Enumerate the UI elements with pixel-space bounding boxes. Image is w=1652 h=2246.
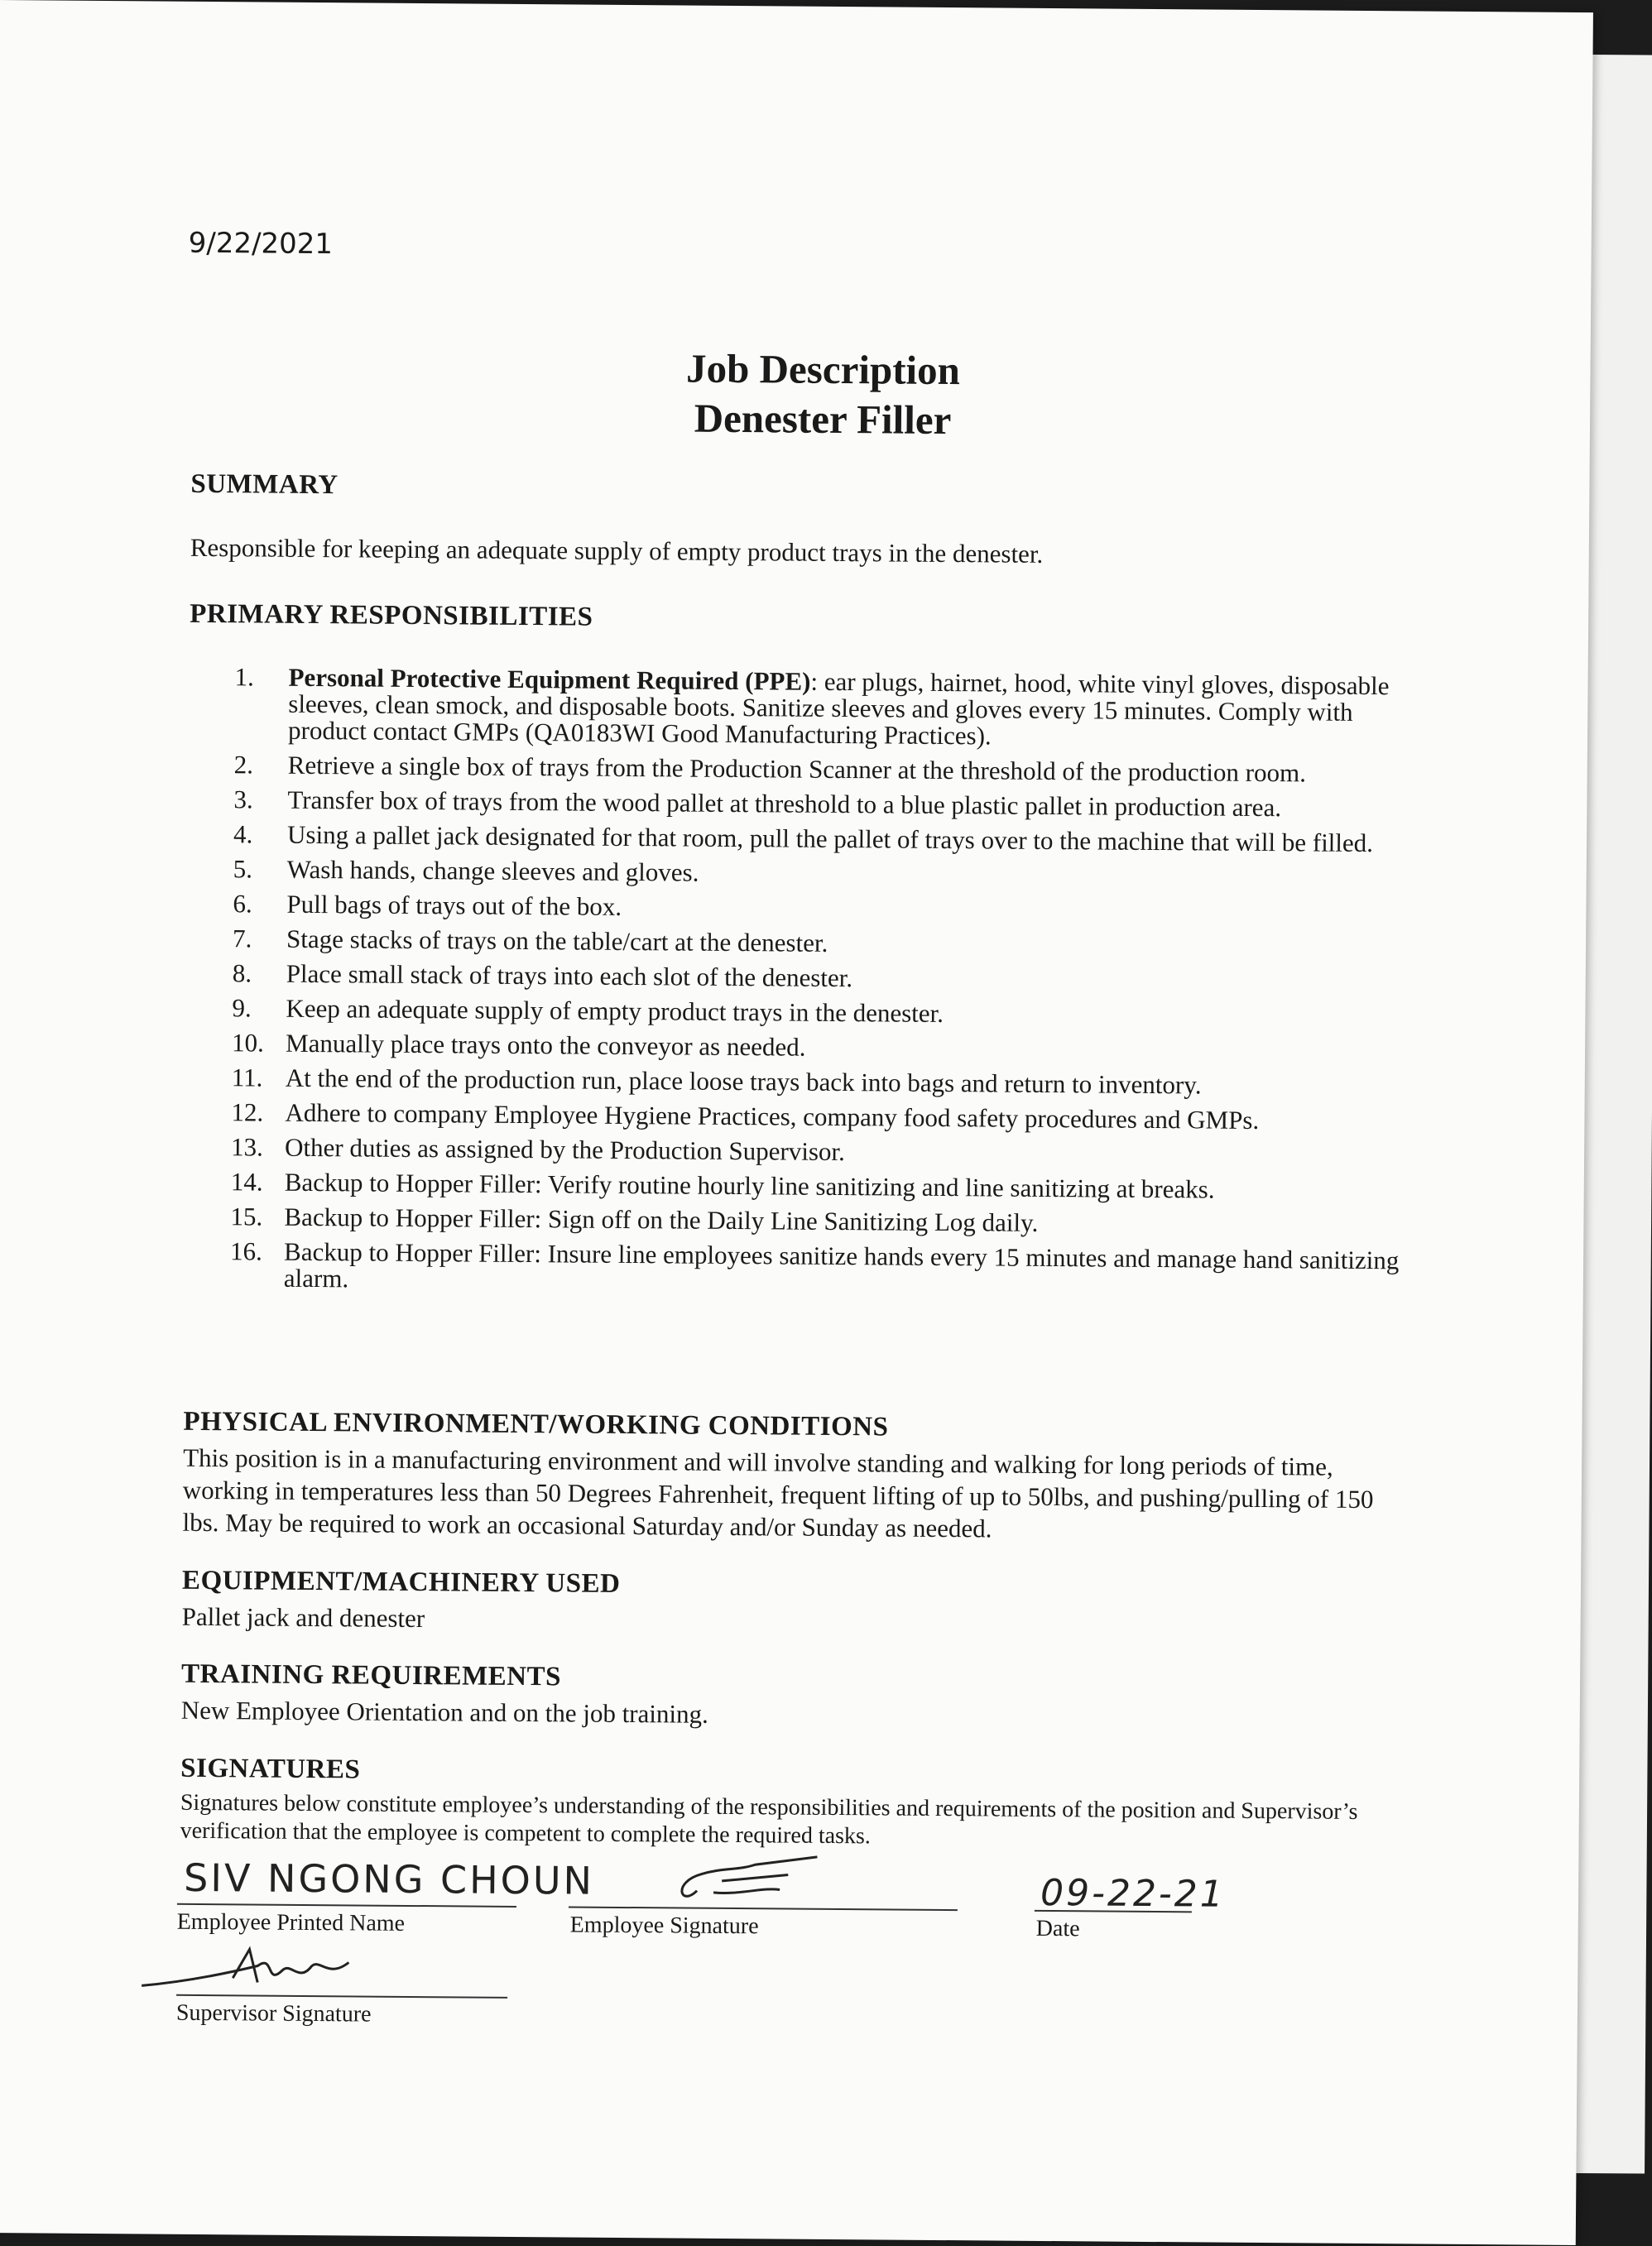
list-item: 9. Keep an adequate supply of empty product trays in the denester. <box>232 993 944 1028</box>
list-item: 15. Backup to Hopper Filler: Sign off on the Daily Line Sanitizing Log daily. <box>230 1202 1039 1237</box>
training-heading: TRAINING REQUIREMENTS <box>180 1658 562 1692</box>
training-text: New Employee Orientation and on the job training. <box>180 1695 708 1729</box>
equipment-heading: EQUIPMENT/MACHINERY USED <box>181 1565 621 1599</box>
list-item: 7. Stage stacks of trays on the table/cart at the denester. <box>232 924 828 957</box>
printed-name-handwritten: SIV NGONG CHOUN <box>183 1855 595 1903</box>
summary-heading: SUMMARY <box>190 468 339 501</box>
summary-text: Responsible for keeping an adequate supply of empty product trays in the denester. <box>190 532 1044 569</box>
equipment-text: Pallet jack and denester <box>181 1601 425 1634</box>
date-label: Date <box>1035 1915 1080 1942</box>
signatures-heading: SIGNATURES <box>180 1753 361 1785</box>
responsibilities-list <box>230 664 1427 1308</box>
list-item: 1. Personal Protective Equipment Required (PPE): ear plugs, hairnet, hood, white vinyl gloves, disposable sleeves, clean smock, and disposable boots. Sanitize sleeves and gloves every 15 minutes. Comply with product contact GMPs (QA0183WI Good Manufacturing Practices). <box>234 662 1390 751</box>
list-item: 3. Transfer box of trays from the wood pallet at threshold to a blue plastic pallet in production area. <box>233 785 1282 823</box>
list-item: 11. At the end of the production run, place loose trays back into bags and return to inventory. <box>231 1063 1202 1100</box>
list-item: 13. Other duties as assigned by the Production Supervisor. <box>230 1132 845 1167</box>
list-item: 16. Backup to Hopper Filler: Insure line employees sanitize hands every 15 minutes and manage hand sanitizing alarm. <box>229 1236 1400 1293</box>
signatures-text: Signatures below constitute employee’s understanding of the responsibilities and requirements of the position and Supervisor’s verification that the employee is competent to complete the required tasks. <box>180 1789 1358 1850</box>
supervisor-signature-label: Supervisor Signature <box>175 1999 372 2028</box>
supervisor-signature-scribble <box>133 1936 382 2004</box>
list-item: 12. Adhere to company Employee Hygiene Practices, company food safety procedures and GMPs. <box>231 1097 1260 1135</box>
printed-name-line <box>177 1903 516 1908</box>
environment-heading: PHYSICAL ENVIRONMENT/WORKING CONDITIONS <box>183 1406 889 1442</box>
employee-signature-label: Employee Signature <box>569 1912 759 1940</box>
document-date: 9/22/2021 <box>188 226 334 262</box>
page-title: Job Description <box>685 345 961 394</box>
list-item: 14. Backup to Hopper Filler: Verify routine hourly line sanitizing and line sanitizing at breaks. <box>230 1167 1215 1204</box>
list-item: 8. Place small stack of trays into each slot of the denester. <box>232 958 853 993</box>
job-title: Denester Filler <box>694 395 952 444</box>
date-handwritten: 09-22-21 <box>1040 1871 1226 1916</box>
list-item: 4. Using a pallet jack designated for that room, pull the pallet of trays over to the machine that will be filled. <box>233 819 1374 858</box>
list-item: 2. Retrieve a single box of trays from the Production Scanner at the threshold of the production room. <box>233 750 1307 788</box>
printed-name-label: Employee Printed Name <box>176 1908 406 1936</box>
responsibilities-heading: PRIMARY RESPONSIBILITIES <box>190 598 593 632</box>
list-item: 6. Pull bags of trays out of the box. <box>233 889 622 921</box>
list-item: 10. Manually place trays onto the conveyor as needed. <box>231 1028 806 1062</box>
environment-text: This position is in a manufacturing environment and will involve standing and walking for long periods of time, working in temperatures less than 50 Degrees Fahrenheit, frequent lifting of up to 50lbs, and pushing/pulling of 150 lbs. May be required to work an occasional Saturday and/or Sunday as needed. <box>182 1442 1374 1543</box>
list-item: 5. Wash hands, change sleeves and gloves. <box>233 854 699 887</box>
